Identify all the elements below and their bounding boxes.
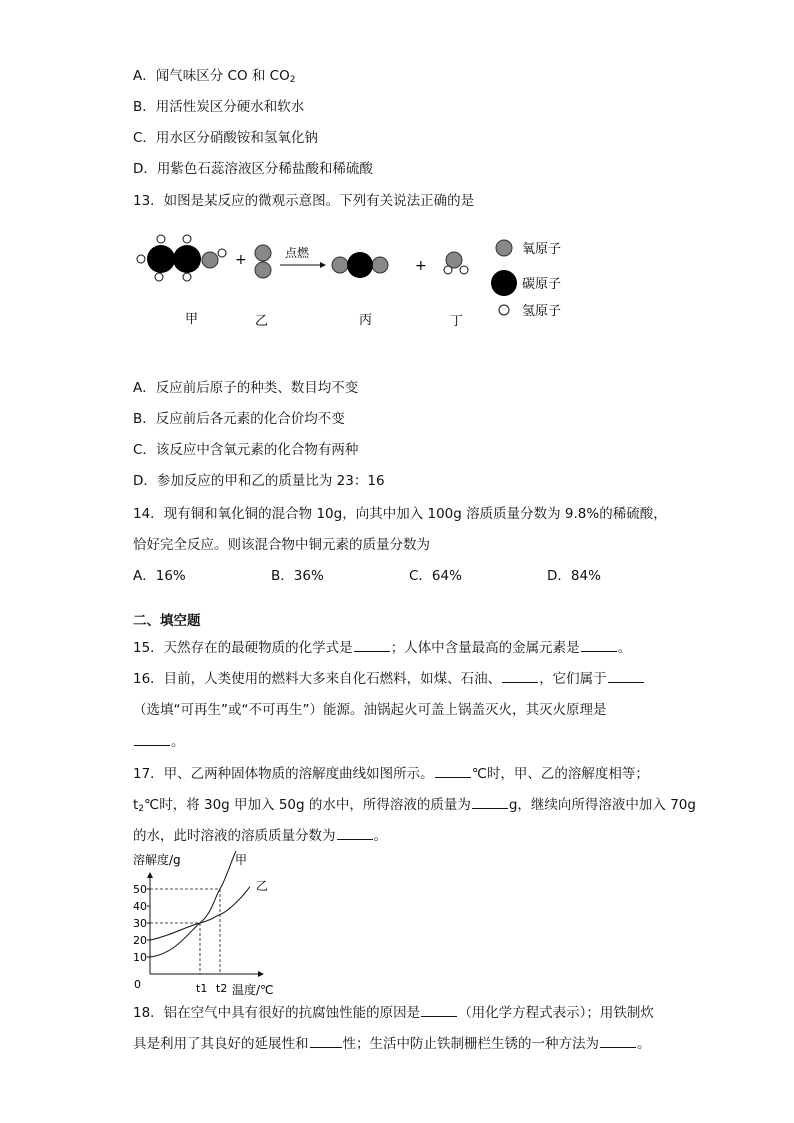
q17-line1: 17．甲、乙两种固体物质的溶解度曲线如图所示。 ℃时，甲、乙的溶解度相等；	[133, 766, 649, 782]
label-ding: 丁	[450, 314, 464, 329]
q15-blank-1[interactable]	[354, 639, 390, 652]
curve-yi	[150, 887, 250, 941]
label-bing: 丙	[359, 313, 373, 328]
q18-blank-1[interactable]	[421, 1004, 457, 1017]
q18-blank-3[interactable]	[600, 1035, 636, 1048]
q14-option-d: D．84%	[547, 568, 601, 584]
molecule-ding	[444, 252, 468, 274]
legend-hydrogen-label: 氢原子	[522, 304, 562, 319]
legend-carbon-label: 碳原子	[522, 277, 562, 292]
series-label-jia: 甲	[235, 853, 248, 867]
x-axis-arrow	[258, 971, 264, 977]
q14-stem-line2: 恰好完全反应。则该混合物中铜元素的质量分数为	[133, 537, 430, 553]
q17-blank-1[interactable]	[435, 765, 471, 778]
label-jia: 甲	[185, 312, 199, 327]
q13-option-c: C．该反应中含氧元素的化合物有两种	[133, 442, 359, 458]
legend	[491, 240, 561, 319]
legend-hydrogen-swatch	[499, 305, 509, 315]
q17-blank-2[interactable]	[472, 796, 508, 809]
plus-sign-2: +	[415, 258, 427, 274]
q12-option-b: B．用活性炭区分硬水和软水	[133, 99, 305, 115]
q15: 15．天然存在的最硬物质的化学式是 ；人体中含量最高的金属元素是 。	[133, 640, 632, 656]
q15-blank-2[interactable]	[581, 639, 617, 652]
q17-blank-3[interactable]	[337, 827, 373, 840]
q14-option-c: C．64%	[409, 568, 462, 584]
q12-option-a: A．闻气味区分 CO 和 $CO_2$	[133, 68, 296, 85]
q18-blank-2[interactable]	[310, 1035, 342, 1048]
y-tick-label: 50	[133, 883, 147, 896]
q14-option-b: B．36%	[271, 568, 324, 584]
q16-blank-1[interactable]	[502, 670, 538, 683]
x-tick-label: t1	[196, 982, 208, 995]
q13-stem: 13．如图是某反应的微观示意图。下列有关说法正确的是	[133, 193, 475, 209]
y-tick-label: 20	[133, 934, 147, 947]
q16-blank-3[interactable]	[134, 733, 170, 746]
label-yi: 乙	[255, 314, 269, 329]
legend-oxygen-swatch	[496, 240, 512, 256]
q16-line2: （选填“可再生”或“不可再生”）能源。油锅起火可盖上锅盖灭火，其灭火原理是	[133, 702, 607, 718]
plus-sign-1: +	[235, 252, 247, 268]
molecule-bing	[332, 252, 388, 278]
q17-line2: $t_2℃$时，将 30g 甲加入 50g 的水中，所得溶液的质量为 g，继续向所得溶液中加入 70g	[133, 797, 696, 814]
molecule-jia	[137, 235, 226, 281]
x-axis-label: 温度/℃	[232, 983, 274, 997]
solubility-chart	[130, 848, 300, 998]
y-axis-arrow	[147, 872, 153, 878]
q14-stem-line1: 14．现有铜和氧化铜的混合物 10g，向其中加入 100g 溶质质量分数为 9.8%的稀硫酸，	[133, 506, 667, 522]
origin-label: 0	[134, 978, 141, 991]
q12-option-d: D．用紫色石蕊溶液区分稀盐酸和稀硫酸	[133, 161, 373, 177]
q13-option-d: D．参加反应的甲和乙的质量比为 23：16	[133, 473, 385, 489]
q14-option-a: A．16%	[133, 568, 186, 584]
y-axis-label: 溶解度/g	[133, 853, 181, 867]
y-tick-label: 40	[133, 900, 147, 913]
molecule-yi	[255, 245, 271, 278]
section-title: 二、填空题	[133, 613, 201, 629]
q16-line3: 。	[133, 733, 185, 751]
series-label-yi: 乙	[256, 879, 269, 893]
arrow-label: 点燃	[285, 246, 310, 260]
y-tick-label: 10	[133, 951, 147, 964]
y-tick-label: 30	[133, 917, 147, 930]
q17-line3: 的水，此时溶液的溶质质量分数为 。	[133, 828, 387, 844]
q13-option-a: A．反应前后原子的种类、数目均不变	[133, 380, 359, 396]
q12-option-c: C．用水区分硝酸铵和氢氧化钠	[133, 130, 318, 146]
q18-line2: 具是利用了其良好的延展性和 性；生活中防止铁制栅栏生锈的一种方法为 。	[133, 1036, 651, 1052]
q18-line1: 18．铝在空气中具有很好的抗腐蚀性能的原因是 （用化学方程式表示）；用铁制炊	[133, 1005, 654, 1021]
x-tick-label: t2	[216, 982, 228, 995]
q13-option-b: B．反应前后各元素的化合价均不变	[133, 411, 345, 427]
q16-blank-2[interactable]	[608, 670, 644, 683]
legend-oxygen-label: 氧原子	[522, 242, 562, 257]
reaction-diagram	[130, 228, 580, 333]
legend-carbon-swatch	[491, 270, 517, 296]
q16-line1: 16．目前，人类使用的燃料大多来自化石燃料，如煤、石油、 ，它们属于	[133, 670, 645, 688]
